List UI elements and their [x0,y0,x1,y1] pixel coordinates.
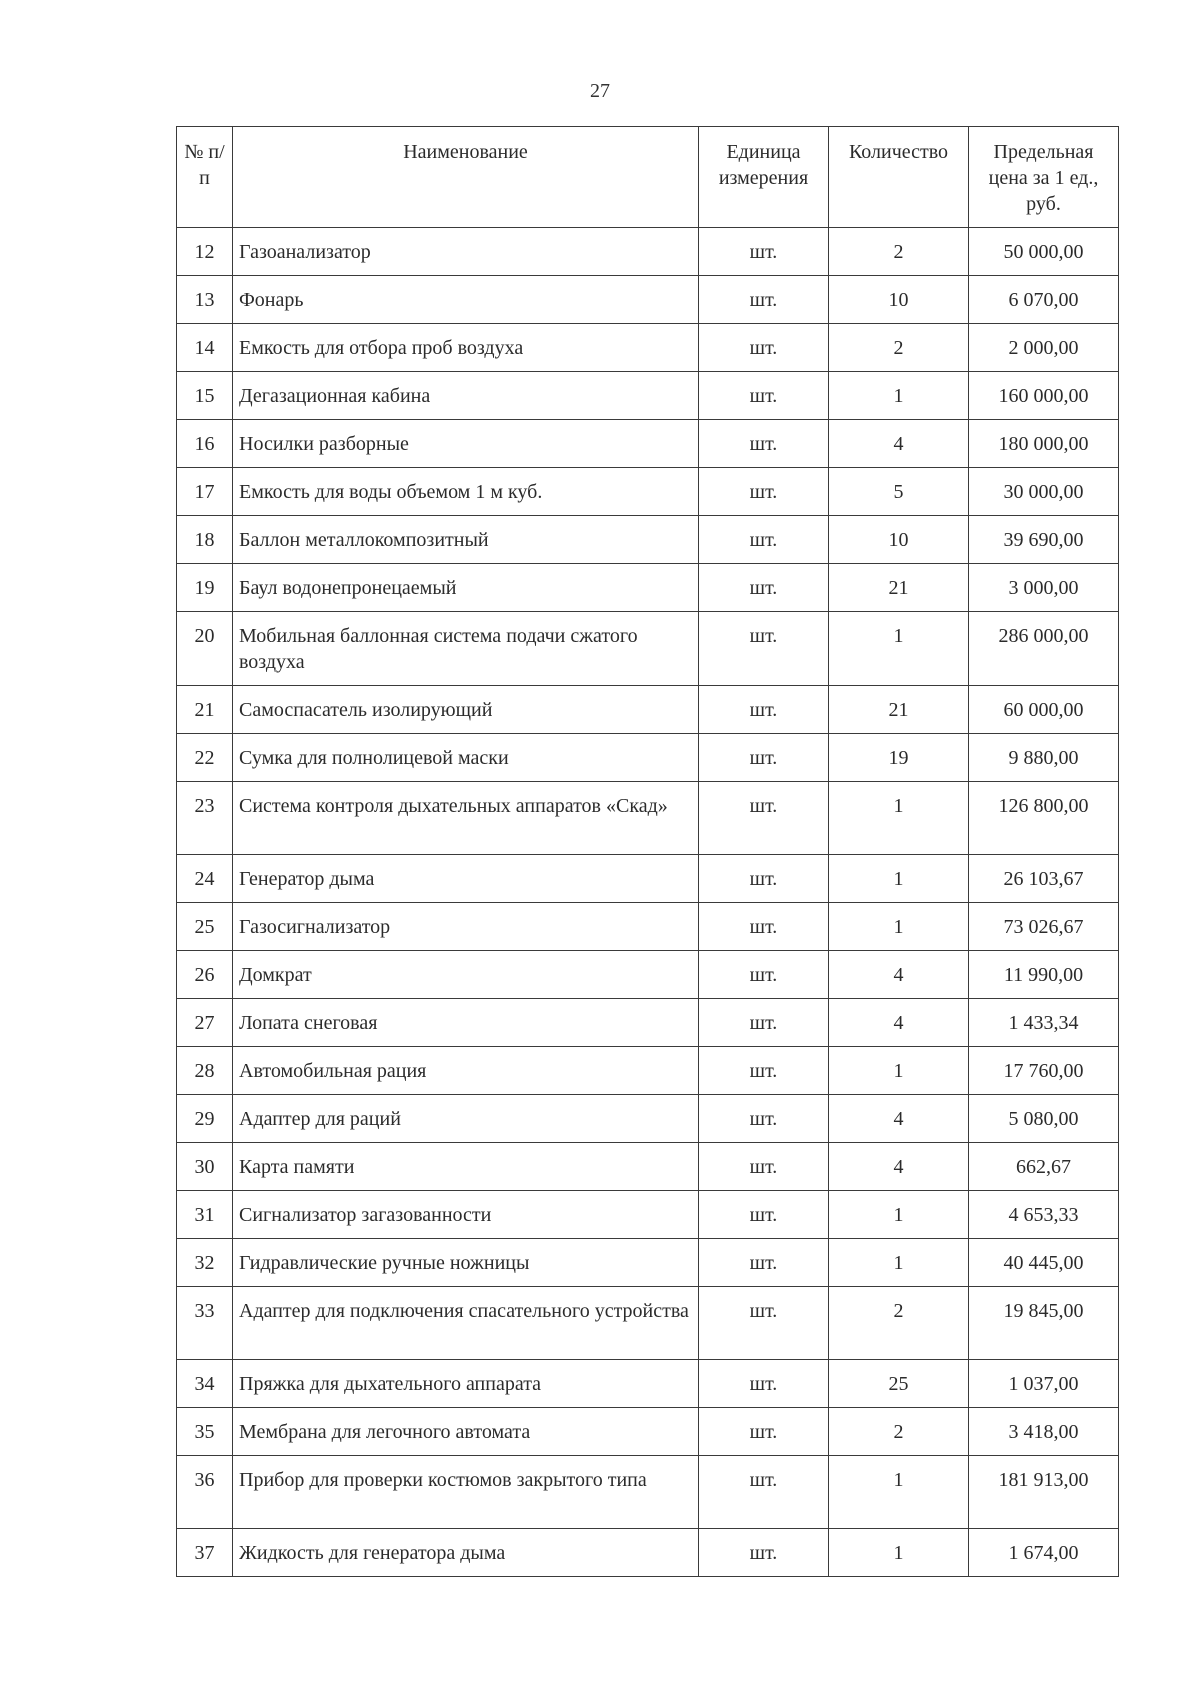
cell-quantity: 1 [829,1456,969,1529]
table-row [177,1095,1119,1143]
table-row [177,420,1119,468]
cell-price: 3 418,00 [969,1408,1119,1456]
cell-name: Баул водонепронецаемый [233,564,699,612]
cell-price: 160 000,00 [969,372,1119,420]
cell-number: 13 [177,276,233,324]
header-price: Предельная цена за 1 ед., руб. [969,127,1119,228]
cell-price: 39 690,00 [969,516,1119,564]
cell-quantity: 19 [829,734,969,782]
cell-price: 1 433,34 [969,999,1119,1047]
table-row [177,1143,1119,1191]
cell-name: Жидкость для генератора дыма [233,1529,699,1577]
cell-price: 181 913,00 [969,1456,1119,1529]
cell-number: 28 [177,1047,233,1095]
cell-price: 5 080,00 [969,1095,1119,1143]
cell-quantity: 4 [829,951,969,999]
cell-unit: шт. [699,1287,829,1360]
cell-name: Генератор дыма [233,855,699,903]
cell-name: Носилки разборные [233,420,699,468]
cell-quantity: 25 [829,1360,969,1408]
page-number: 27 [590,80,610,102]
cell-unit: шт. [699,734,829,782]
cell-unit: шт. [699,516,829,564]
table-row [177,276,1119,324]
cell-quantity: 2 [829,1287,969,1360]
cell-number: 24 [177,855,233,903]
cell-quantity: 4 [829,1095,969,1143]
cell-number: 35 [177,1408,233,1456]
table-row [177,1047,1119,1095]
cell-quantity: 1 [829,903,969,951]
table-header-row [177,127,1119,228]
cell-price: 19 845,00 [969,1287,1119,1360]
cell-quantity: 1 [829,855,969,903]
cell-unit: шт. [699,1095,829,1143]
cell-price: 6 070,00 [969,276,1119,324]
cell-price: 60 000,00 [969,686,1119,734]
cell-name: Карта памяти [233,1143,699,1191]
cell-price: 2 000,00 [969,324,1119,372]
table-row [177,782,1119,855]
table-row [177,516,1119,564]
cell-quantity: 4 [829,999,969,1047]
cell-name: Дегазационная кабина [233,372,699,420]
cell-quantity: 10 [829,516,969,564]
cell-price: 17 760,00 [969,1047,1119,1095]
cell-unit: шт. [699,903,829,951]
cell-number: 37 [177,1529,233,1577]
cell-number: 15 [177,372,233,420]
table-row [177,855,1119,903]
table-row [177,1529,1119,1577]
cell-unit: шт. [699,951,829,999]
cell-quantity: 4 [829,420,969,468]
cell-price: 50 000,00 [969,228,1119,276]
cell-unit: шт. [699,1408,829,1456]
cell-unit: шт. [699,782,829,855]
cell-quantity: 2 [829,1408,969,1456]
cell-number: 27 [177,999,233,1047]
cell-unit: шт. [699,468,829,516]
cell-unit: шт. [699,1143,829,1191]
table-row [177,1191,1119,1239]
cell-name: Мобильная баллонная система подачи сжатого воздуха [233,612,699,686]
cell-price: 126 800,00 [969,782,1119,855]
table-row [177,1239,1119,1287]
table-row [177,999,1119,1047]
table-row [177,951,1119,999]
table-body [177,228,1119,1577]
cell-unit: шт. [699,564,829,612]
cell-number: 22 [177,734,233,782]
cell-quantity: 2 [829,228,969,276]
cell-name: Автомобильная рация [233,1047,699,1095]
cell-price: 40 445,00 [969,1239,1119,1287]
cell-name: Мембрана для легочного автомата [233,1408,699,1456]
cell-number: 25 [177,903,233,951]
cell-unit: шт. [699,686,829,734]
cell-number: 18 [177,516,233,564]
cell-quantity: 4 [829,1143,969,1191]
cell-number: 20 [177,612,233,686]
cell-number: 30 [177,1143,233,1191]
cell-price: 73 026,67 [969,903,1119,951]
cell-unit: шт. [699,1191,829,1239]
header-quantity: Количество [829,127,969,228]
table-row [177,228,1119,276]
cell-quantity: 21 [829,564,969,612]
cell-number: 34 [177,1360,233,1408]
cell-unit: шт. [699,372,829,420]
cell-name: Адаптер для подключения спасательного устройства [233,1287,699,1360]
cell-price: 4 653,33 [969,1191,1119,1239]
cell-quantity: 1 [829,1191,969,1239]
cell-name: Система контроля дыхательных аппаратов «Скад» [233,782,699,855]
cell-unit: шт. [699,1360,829,1408]
table-row [177,612,1119,686]
cell-name: Самоспасатель изолирующий [233,686,699,734]
cell-price: 286 000,00 [969,612,1119,686]
cell-unit: шт. [699,1047,829,1095]
cell-price: 1 674,00 [969,1529,1119,1577]
cell-name: Гидравлические ручные ножницы [233,1239,699,1287]
price-table [176,126,1119,1577]
cell-number: 23 [177,782,233,855]
cell-unit: шт. [699,1239,829,1287]
cell-unit: шт. [699,276,829,324]
cell-number: 31 [177,1191,233,1239]
cell-unit: шт. [699,1456,829,1529]
cell-price: 26 103,67 [969,855,1119,903]
cell-number: 14 [177,324,233,372]
cell-quantity: 5 [829,468,969,516]
cell-name: Сумка для полнолицевой маски [233,734,699,782]
cell-name: Фонарь [233,276,699,324]
cell-price: 30 000,00 [969,468,1119,516]
cell-name: Емкость для отбора проб воздуха [233,324,699,372]
table-row [177,564,1119,612]
cell-number: 17 [177,468,233,516]
cell-number: 29 [177,1095,233,1143]
cell-number: 16 [177,420,233,468]
cell-name: Адаптер для раций [233,1095,699,1143]
table-row [177,468,1119,516]
cell-unit: шт. [699,999,829,1047]
cell-number: 33 [177,1287,233,1360]
cell-name: Домкрат [233,951,699,999]
cell-name: Газоанализатор [233,228,699,276]
cell-quantity: 2 [829,324,969,372]
cell-name: Сигнализатор загазованности [233,1191,699,1239]
table-row [177,903,1119,951]
header-number: № п/п [177,127,233,228]
cell-number: 12 [177,228,233,276]
table-row [177,686,1119,734]
cell-quantity: 21 [829,686,969,734]
cell-name: Лопата снеговая [233,999,699,1047]
cell-name: Емкость для воды объемом 1 м куб. [233,468,699,516]
table-row [177,372,1119,420]
cell-price: 1 037,00 [969,1360,1119,1408]
cell-quantity: 1 [829,372,969,420]
cell-quantity: 1 [829,612,969,686]
cell-price: 9 880,00 [969,734,1119,782]
table-row [177,324,1119,372]
cell-quantity: 1 [829,782,969,855]
header-name: Наименование [233,127,699,228]
table-row [177,1456,1119,1529]
table-row [177,1287,1119,1360]
cell-name: Баллон металлокомпозитный [233,516,699,564]
cell-quantity: 1 [829,1529,969,1577]
cell-quantity: 1 [829,1239,969,1287]
cell-number: 21 [177,686,233,734]
cell-number: 32 [177,1239,233,1287]
cell-unit: шт. [699,612,829,686]
cell-price: 180 000,00 [969,420,1119,468]
header-unit: Единица измерения [699,127,829,228]
cell-unit: шт. [699,420,829,468]
cell-number: 36 [177,1456,233,1529]
cell-unit: шт. [699,228,829,276]
cell-quantity: 1 [829,1047,969,1095]
cell-number: 26 [177,951,233,999]
table-row [177,1408,1119,1456]
cell-name: Прибор для проверки костюмов закрытого типа [233,1456,699,1529]
cell-unit: шт. [699,324,829,372]
cell-price: 662,67 [969,1143,1119,1191]
cell-unit: шт. [699,1529,829,1577]
table-row [177,734,1119,782]
cell-quantity: 10 [829,276,969,324]
cell-price: 11 990,00 [969,951,1119,999]
cell-name: Газосигнализатор [233,903,699,951]
cell-number: 19 [177,564,233,612]
cell-name: Пряжка для дыхательного аппарата [233,1360,699,1408]
cell-unit: шт. [699,855,829,903]
table-row [177,1360,1119,1408]
cell-price: 3 000,00 [969,564,1119,612]
